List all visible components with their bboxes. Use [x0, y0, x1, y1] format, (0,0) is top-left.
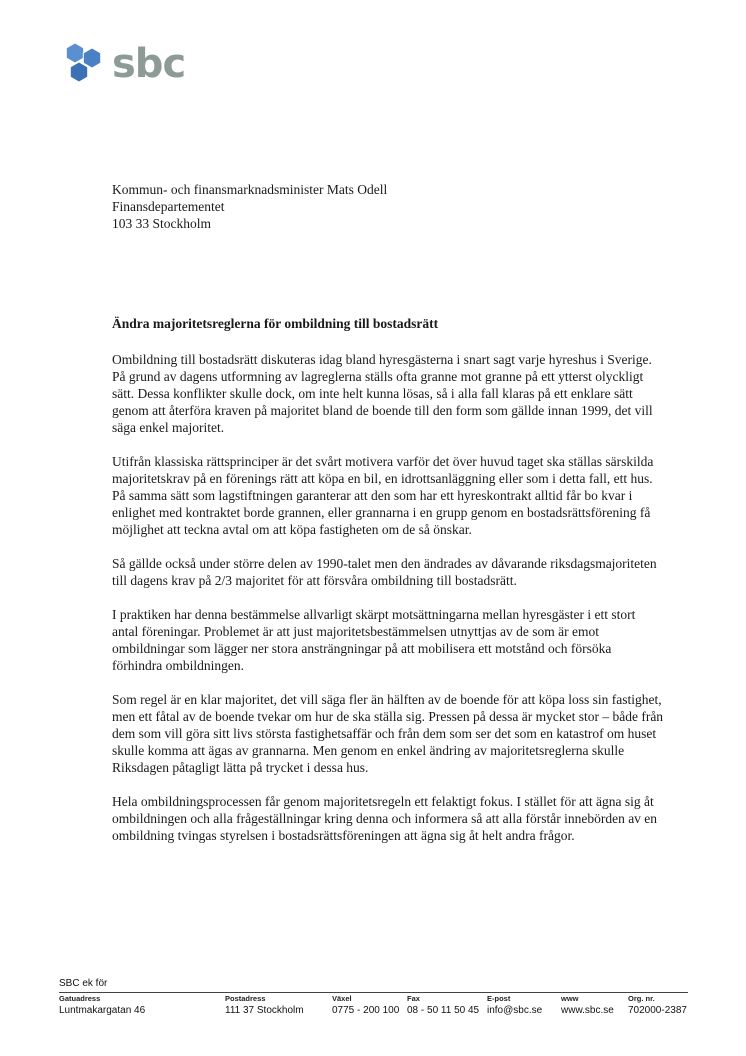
footer-col-fax: [407, 994, 487, 1016]
letter-paragraph: Så gällde också under större delen av 1990-talet men den ändrades av dåvarande riksdagsmajoriteten till dagens krav på 2/3 majoritet för att försvåra ombildning till bostadsrätt.: [112, 556, 657, 588]
footer-col-header: E-post: [487, 994, 511, 1003]
letter-paragraph: Utifrån klassiska rättsprinciper är det svårt motivera varför det över huvud taget ska ställas särskilda majoritetskrav på en förenings rätt att köpa en bil, en idrottsanläggning eller som i detta fall, ett hus. På samma sätt som lagstiftningen garanterar att den som har ett hyreskontrakt alltid får bo kvar i enlighet med kontraktet borde grannen, eller grannarna i en grupp genom en bostadsrättsförening få möjlighet att teckna avtal om att köpa fastigheten om de så önskar.: [112, 454, 654, 537]
footer-col-email: [487, 994, 561, 1016]
letter-body: [112, 315, 664, 861]
letter-paragraph: Hela ombildningsprocessen får genom majoritetsregeln ett felaktigt fokus. I stället för att ägna sig åt ombildningen och alla frågeställningar kring denna och informera så att alla förstår innebörden av en ombildning tvingas styrelsen i bostadsrättsföreningen att ägna sig åt helt andra frågor.: [112, 794, 658, 843]
footer-col-value: info@sbc.se: [487, 1005, 543, 1016]
footer-contact-columns: [59, 994, 688, 1016]
footer-col-header: Fax: [407, 994, 420, 1003]
letter-footer: [59, 978, 688, 1016]
letter-heading: Ändra majoritetsreglerna för ombildning till bostadsrätt: [112, 316, 439, 331]
footer-col-header: Växel: [332, 994, 352, 1003]
letter-paragraph: Ombildning till bostadsrätt diskuteras idag bland hyresgästerna i snart sagt varje hyreshus i Sverige. På grund av dagens utformning av lagreglerna ställs ofta granne mot granne på ett ytterst olyckligt sätt. Dessa konflikter skulle dock, om inte helt kunna lösas, så i alla fall klaras på ett enklare sätt genom att återföra kraven på majoritet bland de boende till den form som gällde innan 1999, det vill säga enkel majoritet.: [112, 352, 653, 435]
footer-col-header: Postadress: [225, 994, 266, 1003]
letter-paragraph: Som regel är en klar majoritet, det vill säga fler än hälften av de boende för att köpa loss sin fastighet, men ett fåtal av de boende tvekar om hur de ska ställa sig. Pressen på dessa är mycket stor – både från dem som vill göra sitt livs största fastighetsaffär och från dem som ser det som en katastrof om huset skulle komma att ägas av grannarna. Men genom en enkel ändring av majoritetsreglerna skulle Riksdagen påtagligt lätta på trycket i dessa hus.: [112, 692, 664, 775]
footer-col-phone: [332, 994, 407, 1016]
footer-col-value: 0775 - 200 100: [332, 1005, 400, 1016]
footer-col-value: 111 37 Stockholm: [225, 1005, 304, 1016]
footer-col-header: www: [561, 994, 579, 1003]
letter-paragraph: I praktiken har denna bestämmelse allvarligt skärpt motsättningarna mellan hyresgäster i ett stort antal föreningar. Problemet är att just majoritetsbestämmelsen utnyttjas av de som är emot ombildningar som lägger ner stora ansträngningar på att mobilisera ett motstånd och försöka förhindra ombildningen.: [112, 607, 636, 673]
recipient-postal: 103 33 Stockholm: [112, 216, 212, 231]
sbc-logo-icon: [62, 42, 106, 89]
footer-col-value: 08 - 50 11 50 45: [407, 1005, 480, 1016]
footer-col-value: www.sbc.se: [561, 1005, 614, 1016]
footer-col-web: [561, 994, 628, 1016]
recipient-address-block: [112, 181, 387, 232]
sbc-logo-text: sbc: [112, 40, 186, 87]
footer-divider: [59, 992, 688, 993]
footer-col-value: 702000-2387: [628, 1005, 687, 1016]
recipient-department: Finansdepartementet: [112, 199, 225, 214]
footer-col-postal: [225, 994, 332, 1016]
footer-col-header: Org. nr.: [628, 994, 655, 1003]
footer-col-header: Gatuadress: [59, 994, 101, 1003]
footer-col-orgnr: [628, 994, 688, 1016]
sbc-logo: [62, 42, 185, 89]
footer-col-value: Luntmakargatan 46: [59, 1005, 146, 1016]
recipient-name: Kommun- och finansmarknadsminister Mats Odell: [112, 182, 388, 197]
footer-company-name: SBC ek för: [59, 978, 108, 989]
footer-col-street: [59, 994, 225, 1016]
